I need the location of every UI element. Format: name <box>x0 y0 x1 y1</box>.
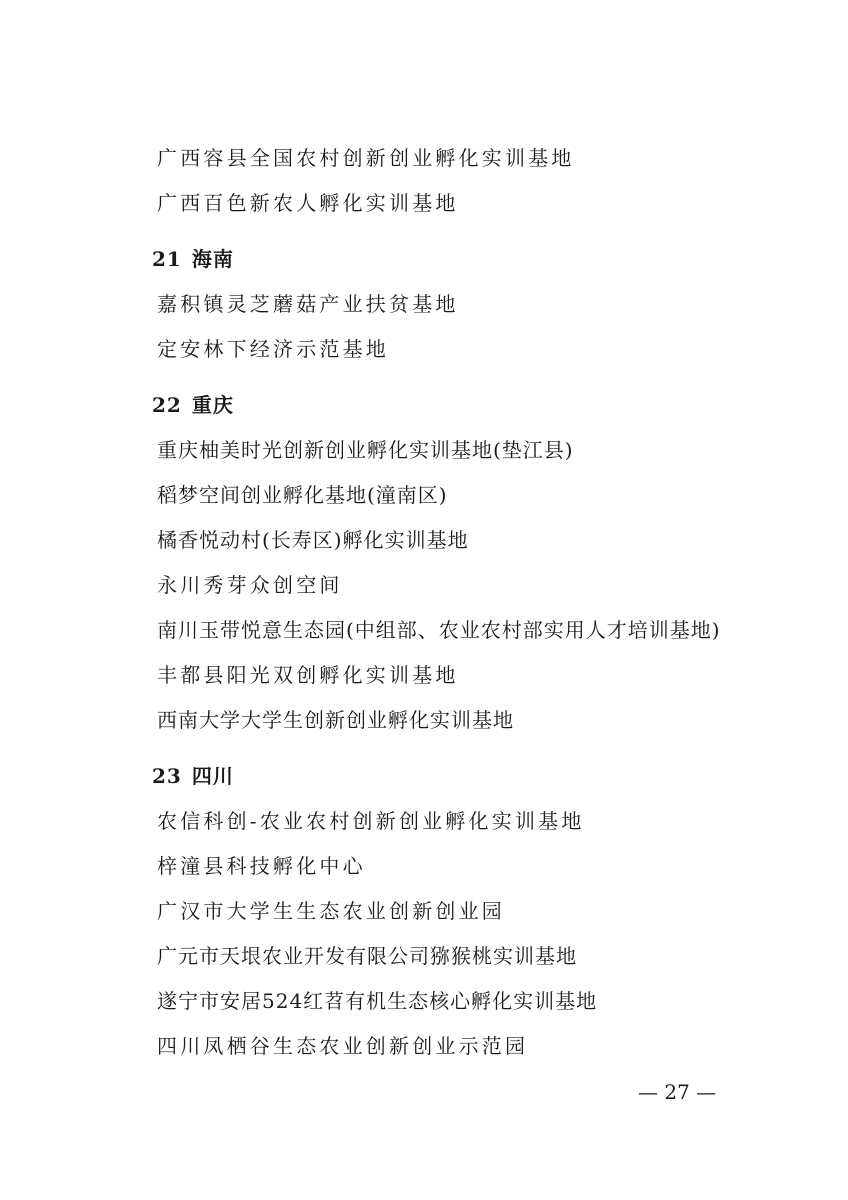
section-heading-chongqing <box>152 393 234 417</box>
section-number: 22 <box>152 393 182 417</box>
page-number: — 27 — <box>638 1080 717 1104</box>
list-item: 四川凤栖谷生态农业创新创业示范园 <box>157 1034 529 1058</box>
list-item: 广西容县全国农村创新创业孵化实训基地 <box>157 146 575 170</box>
list-item: 橘香悦动村(长寿区)孵化实训基地 <box>157 528 469 552</box>
section-heading-hainan <box>152 247 234 271</box>
list-item: 农信科创-农业农村创新创业孵化实训基地 <box>157 809 585 833</box>
list-item: 广西百色新农人孵化实训基地 <box>157 191 459 215</box>
section-title: 重庆 <box>191 393 234 417</box>
section-number: 21 <box>152 247 182 271</box>
list-item: 丰都县阳光双创孵化实训基地 <box>157 663 459 687</box>
section-title: 四川 <box>191 764 234 788</box>
section-number: 23 <box>152 764 182 788</box>
list-item: 遂宁市安居524红苕有机生态核心孵化实训基地 <box>157 989 598 1013</box>
list-item: 广汉市大学生生态农业创新创业园 <box>157 899 505 923</box>
list-item: 稻梦空间创业孵化基地(潼南区) <box>157 483 448 507</box>
list-item: 南川玉带悦意生态园(中组部、农业农村部实用人才培训基地) <box>157 618 721 642</box>
list-item: 重庆柚美时光创新创业孵化实训基地(垫江县) <box>157 438 574 462</box>
list-item: 梓潼县科技孵化中心 <box>157 854 366 878</box>
list-item: 广元市天垠农业开发有限公司猕猴桃实训基地 <box>157 944 577 968</box>
list-item: 永川秀芽众创空间 <box>157 573 343 597</box>
list-item: 定安林下经济示范基地 <box>157 337 389 361</box>
list-item: 西南大学大学生创新创业孵化实训基地 <box>157 708 514 732</box>
section-heading-sichuan <box>152 764 234 788</box>
section-title: 海南 <box>191 247 234 271</box>
list-item: 嘉积镇灵芝蘑菇产业扶贫基地 <box>157 292 459 316</box>
